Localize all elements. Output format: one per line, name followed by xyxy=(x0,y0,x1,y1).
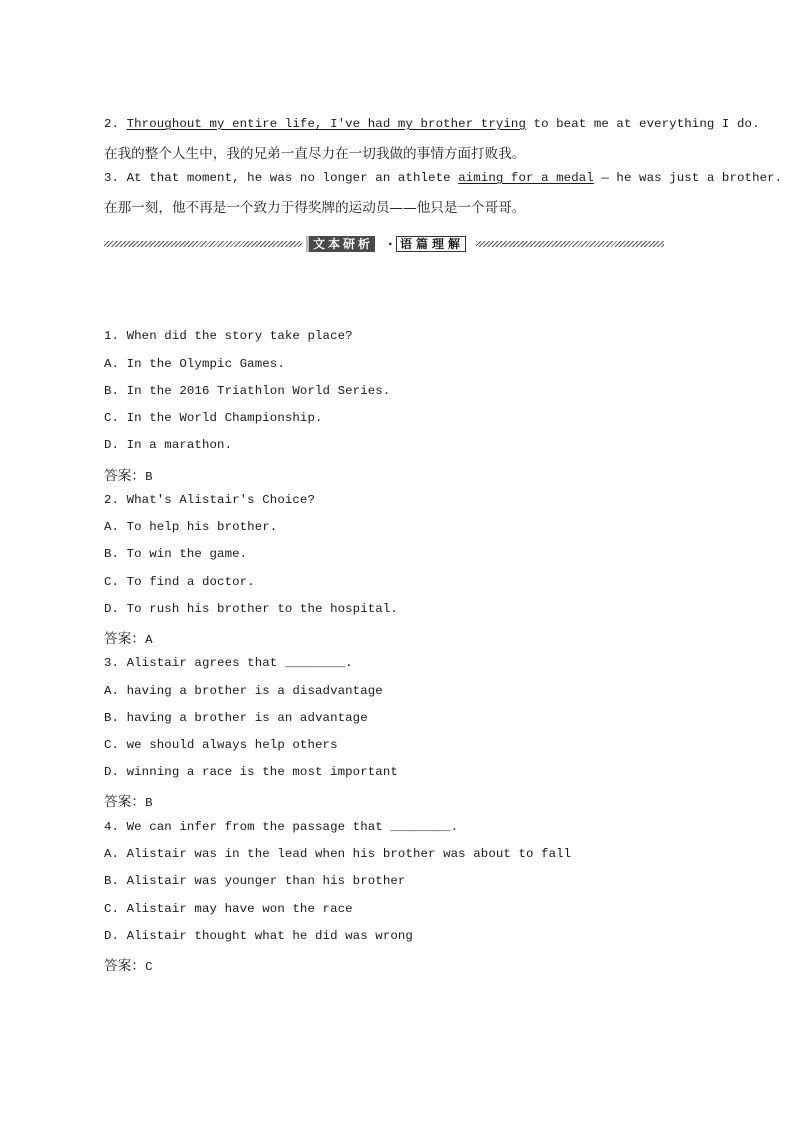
example-underlined-phrase: Throughout my entire life, I've had my brother trying xyxy=(126,117,526,131)
question-2-option-d: D. To rush his brother to the hospital. xyxy=(104,602,398,616)
banner-hatch-left xyxy=(104,241,302,247)
question-3-answer xyxy=(104,790,153,810)
example-underlined-phrase: aiming for a medal xyxy=(458,171,594,185)
example-prefix: 2. xyxy=(104,117,127,131)
question-3-stem: 3. Alistair agrees that ________. xyxy=(104,656,353,670)
question-4-option-d: D. Alistair thought what he did was wrong xyxy=(104,929,413,943)
banner-separator: · xyxy=(388,237,393,251)
question-1-option-d: D. In a marathon. xyxy=(104,438,233,452)
answer-label: 答案： xyxy=(104,468,146,484)
question-4-answer xyxy=(104,954,153,974)
banner-label-discourse: 语篇理解 xyxy=(396,236,466,252)
question-1-option-a: A. In the Olympic Games. xyxy=(104,357,285,371)
answer-value: B xyxy=(145,796,153,810)
example-translation-2: 在我的整个人生中，我的兄弟一直尽力在一切我做的事情方面打败我。 xyxy=(104,146,526,162)
example-rest: — he was just a brother. xyxy=(593,171,783,185)
question-3-option-a: A. having a brother is a disadvantage xyxy=(104,684,383,698)
answer-label: 答案： xyxy=(104,631,146,647)
example-rest: to beat me at everything I do. xyxy=(526,117,760,131)
question-2-stem: 2. What's Alistair's Choice? xyxy=(104,493,315,507)
example-translation-3: 在那一刻，他不再是一个致力于得奖牌的运动员——他只是一个哥哥。 xyxy=(104,200,526,216)
question-2-answer xyxy=(104,627,153,647)
section-banner xyxy=(104,236,664,252)
question-4-option-a: A. Alistair was in the lead when his brother was about to fall xyxy=(104,847,572,861)
question-2-option-a: A. To help his brother. xyxy=(104,520,278,534)
answer-label: 答案： xyxy=(104,794,146,810)
question-4-option-c: C. Alistair may have won the race xyxy=(104,902,353,916)
answer-value: A xyxy=(145,633,153,647)
question-1-option-c: C. In the World Championship. xyxy=(104,411,323,425)
banner-label-text-analysis: 文本研析 xyxy=(306,236,375,252)
question-2-option-c: C. To find a doctor. xyxy=(104,575,255,589)
question-3-option-d: D. winning a race is the most important xyxy=(104,765,398,779)
question-1-option-b: B. In the 2016 Triathlon World Series. xyxy=(104,384,391,398)
question-1-stem: 1. When did the story take place? xyxy=(104,329,353,343)
question-3-option-b: B. having a brother is an advantage xyxy=(104,711,368,725)
example-prefix: 3. At that moment, he was no longer an athlete xyxy=(104,171,459,185)
question-1-answer xyxy=(104,464,153,484)
answer-value: B xyxy=(145,470,153,484)
question-4-stem: 4. We can infer from the passage that ________. xyxy=(104,820,459,834)
question-2-option-b: B. To win the game. xyxy=(104,547,248,561)
answer-label: 答案： xyxy=(104,958,146,974)
question-4-option-b: B. Alistair was younger than his brother xyxy=(104,874,406,888)
banner-hatch-right xyxy=(476,241,664,247)
question-3-option-c: C. we should always help others xyxy=(104,738,338,752)
example-sentence-2 xyxy=(104,117,760,131)
answer-value: C xyxy=(145,960,153,974)
example-sentence-3 xyxy=(104,171,782,185)
